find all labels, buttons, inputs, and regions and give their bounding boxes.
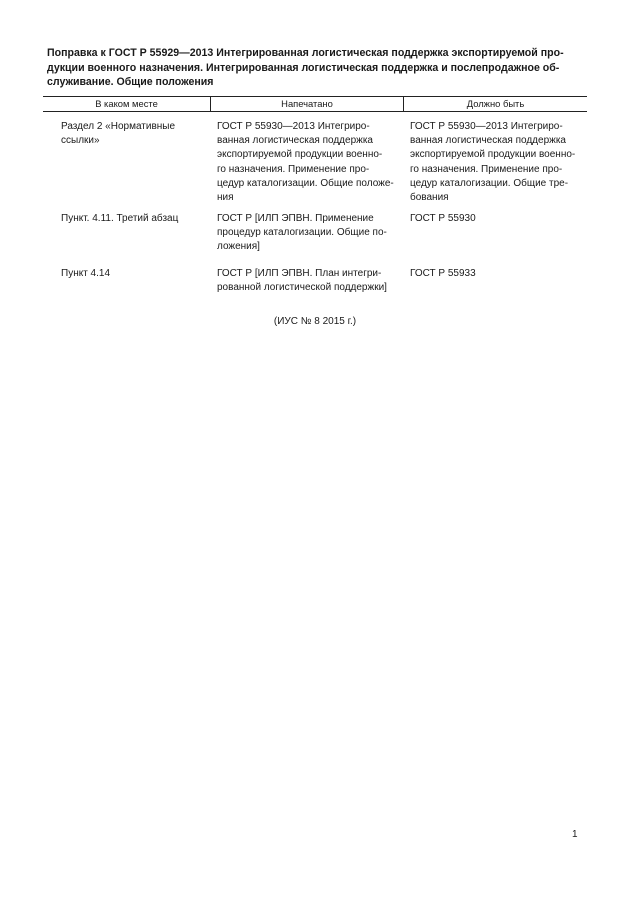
column-header-should-be: Должно быть [466, 98, 525, 109]
table-row-2-where: Пункт. 4.11. Третий абзац [61, 213, 179, 224]
table-row-2-printed: ГОСТ Р [ИЛП ЭПВН. Применение процедур каталогизации. Общие по- ложения] [217, 213, 387, 253]
table-row-2-should-be: ГОСТ Р 55930 [410, 213, 476, 224]
table-row-3-where: Пункт 4.14 [61, 268, 111, 279]
column-header-printed: Напечатано [281, 98, 333, 109]
table-row-3-printed: ГОСТ Р [ИЛП ЭПВН. План интегри- рованной логистической поддержки] [217, 268, 387, 294]
table-header-rule [43, 111, 587, 112]
page-number: 1 [572, 829, 578, 840]
table-row-1-where: Раздел 2 «Нормативные ссылки» [61, 121, 176, 147]
table-row-1-printed: ГОСТ Р 55930—2013 Интегриро- ванная логистическая поддержка экспортируемой продукции военно- го назначения. Применение про- цедур каталогизации. Общие положе- ния [217, 121, 394, 204]
column-header-where: В каком месте [95, 98, 158, 109]
document-title: Поправка к ГОСТ Р 55929—2013 Интегрированная логистическая поддержка экспортируемой про- дукции военного назначения. Интегрированная логистическая поддержка и послепродажное об- служивание. Общие положения [47, 47, 564, 88]
table-row-3-should-be: ГОСТ Р 55933 [410, 268, 476, 279]
issue-note: (ИУС № 8 2015 г.) [273, 316, 357, 327]
table-top-rule [43, 96, 587, 97]
table-row-1-should-be: ГОСТ Р 55930—2013 Интегриро- ванная логистическая поддержка экспортируемой продукции военно- го назначения. Применение про- цедур каталогизации. Общие тре- бования [410, 121, 576, 204]
